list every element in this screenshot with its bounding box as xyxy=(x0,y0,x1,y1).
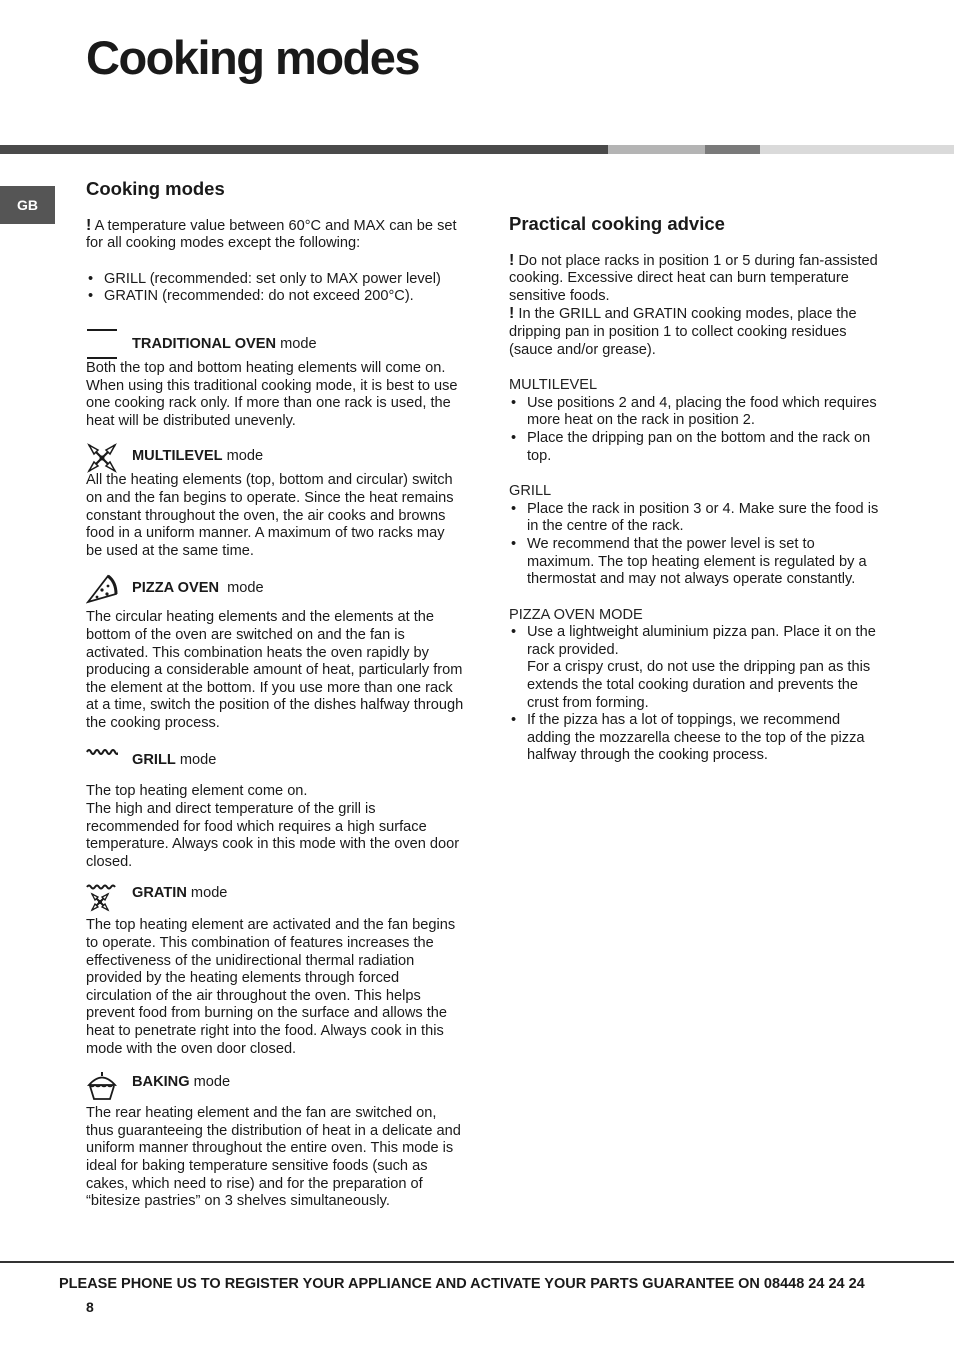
pizza-icon xyxy=(86,572,118,604)
header-bar-dark xyxy=(0,145,608,154)
list-item: • If the pizza has a lot of toppings, we recommend adding the mozzarella cheese to the top of the pizza halfway through the cooking process. xyxy=(509,712,885,765)
mode-description: The high and direct temperature of the grill is recommended for food which requires a high surface temperature. Always cook in this mode with the oven door closed. xyxy=(86,801,460,870)
mode-name: MULTILEVEL xyxy=(132,448,223,465)
page-number: 8 xyxy=(86,1299,94,1315)
footer-divider xyxy=(0,1261,954,1263)
list-item: • GRILL (recommended: set only to MAX power level) xyxy=(86,271,464,289)
warning-icon: ! xyxy=(509,305,515,323)
multilevel-list xyxy=(509,395,885,465)
list-item: • Use positions 2 and 4, placing the food which requires more heat on the rack in position 2. xyxy=(509,395,885,430)
warning-icon: ! xyxy=(509,251,515,269)
subsection-title: PIZZA OVEN MODE xyxy=(509,606,643,623)
mode-baking: BAKING mode xyxy=(86,1070,464,1105)
mode-traditional: TRADITIONAL OVEN mode xyxy=(86,328,464,360)
multilevel-icon xyxy=(86,442,118,474)
intro-paragraph: ! A temperature value between 60°C and MAX can be set for all cooking modes except the following: xyxy=(86,216,457,252)
section-heading: Cooking modes xyxy=(86,178,225,199)
subsection-title: MULTILEVEL xyxy=(509,377,598,394)
language-tab: GB xyxy=(0,186,55,224)
header-bar-dark2 xyxy=(705,145,760,154)
header-bar-mid xyxy=(608,145,705,154)
warning-paragraph: ! Do not place racks in position 1 or 5 during fan-assisted cooking. Excessive direct heat can burn temperature sensitive foods. xyxy=(509,251,878,304)
footer-notice: PLEASE PHONE US TO REGISTER YOUR APPLIANCE AND ACTIVATE YOUR PARTS GUARANTEE ON 08448 24 24 24 xyxy=(59,1276,865,1292)
baking-cake-icon xyxy=(86,1070,118,1102)
left-column xyxy=(86,180,464,1211)
pizza-list xyxy=(509,624,885,765)
mode-name: GRATIN xyxy=(132,885,187,902)
right-column xyxy=(509,215,885,765)
list-item: • Place the dripping pan on the bottom and the rack on top. xyxy=(509,430,885,465)
mode-multilevel: MULTILEVEL mode xyxy=(86,442,464,472)
mode-name: PIZZA OVEN xyxy=(132,580,220,597)
mode-name: TRADITIONAL OVEN xyxy=(132,335,277,352)
mode-gratin: GRATIN mode xyxy=(86,883,464,917)
mode-name: GRILL xyxy=(132,752,176,769)
mode-description: The circular heating elements and the elements at the bottom of the oven are switched on and the fan is activated. This combination heats the oven rapidly by producing a considerable amount of heat, particularly from the element at the bottom. If you use more than one rack at a time, switch the position of the dishes halfway through the cooking process. xyxy=(86,609,464,731)
mode-description: The top heating element come on. xyxy=(86,783,308,800)
traditional-oven-icon xyxy=(86,328,118,360)
mode-pizza: PIZZA OVEN mode xyxy=(86,572,464,609)
list-item-continuation: For a crispy crust, do not use the dripping pan as this extends the total cooking duration and prevents the crust from forming. xyxy=(527,659,871,711)
mode-name: BAKING xyxy=(132,1074,190,1091)
mode-description: The top heating element are activated and the fan begins to operate. This combination of features increases the effectiveness of the unidirectional thermal radiation provided by the heating elements through forced circulation of the air throughout the oven. This helps prevent food from burning on the surface and allows the heat to penetrate right into the food. Always cook in this mode with the oven door closed. xyxy=(86,917,456,1057)
mode-description: All the heating elements (top, bottom and circular) switch on and the fan begins to operate. Since the heat remains constant throughout the oven, the air cooks and browns food in a uniform manner. A maximum of two racks may be used at the same time. xyxy=(86,472,454,559)
mode-description: Both the top and bottom heating elements will come on. When using this traditional cooking mode, it is best to use one cooking rack only. If more than one rack is used, the heat will be distributed unevenly. xyxy=(86,359,458,429)
gratin-icon xyxy=(86,883,118,915)
grill-icon xyxy=(86,745,118,777)
subsection-title: GRILL xyxy=(509,483,552,500)
page-title: Cooking modes xyxy=(86,31,420,84)
mode-grill: GRILL mode xyxy=(86,745,464,783)
header-bar-light xyxy=(760,145,954,154)
warning-icon: ! xyxy=(86,216,92,234)
warning-paragraph: ! In the GRILL and GRATIN cooking modes, place the dripping pan in position 1 to collect cooking residues (sauce and/or grease). xyxy=(509,305,857,358)
mode-description: The rear heating element and the fan are switched on, thus guaranteeing the distribution of heat in a delicate and uniform manner throughout the entire oven. This mode is ideal for baking temperature sensitive foods (such as cakes, which need to rise) and for the preparation of “bitesize pastries” on 3 shelves simultaneously. xyxy=(86,1105,461,1210)
list-item: • We recommend that the power level is set to maximum. The top heating element is regulated by a thermostat and may not always operate constantly. xyxy=(509,536,885,589)
list-item: • Place the rack in position 3 or 4. Make sure the food is in the centre of the rack. xyxy=(509,501,885,536)
list-item: • Use a lightweight aluminium pizza pan. Place it on the rack provided. xyxy=(509,624,885,659)
exception-list xyxy=(86,271,464,306)
grill-list xyxy=(509,501,885,589)
section-heading: Practical cooking advice xyxy=(509,213,725,234)
list-item: • GRATIN (recommended: do not exceed 200°C). xyxy=(86,288,464,306)
